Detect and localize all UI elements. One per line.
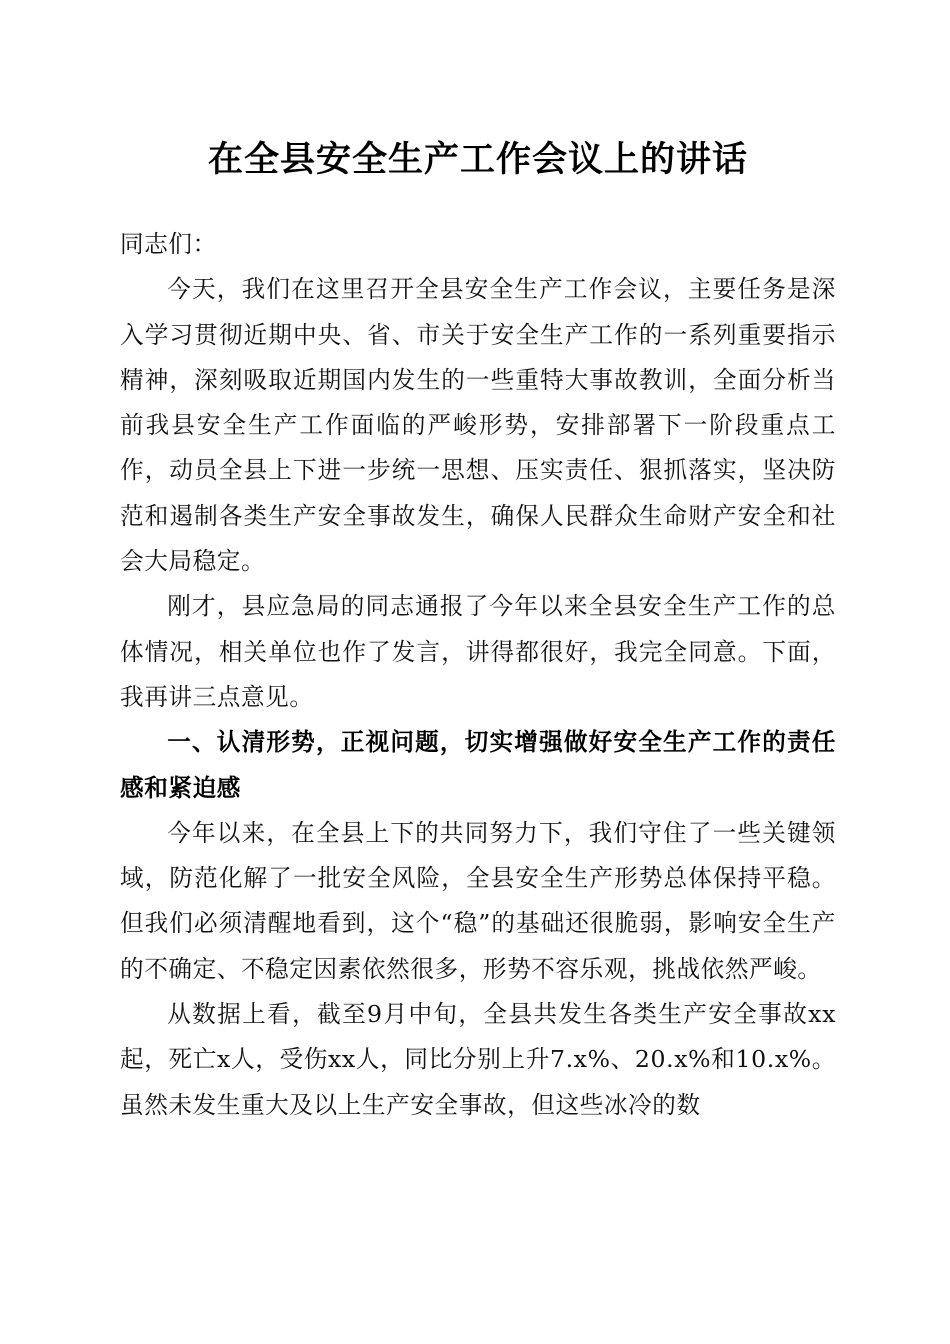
salutation: 同志们： bbox=[120, 230, 217, 258]
section-heading-1: 一、认清形势，正视问题，切实增强做好安全生产工作的责任感和紧迫感 bbox=[120, 728, 836, 802]
paragraph-situation: 今年以来，在全县上下的共同努力下，我们守住了一些关键领域，防范化解了一批安全风险，全县安全生产形势总体保持平稳。但我们必须清醒地看到，这个“稳”的基础还很脆弱，影响安全生产的不确定、不稳定因素依然很多，形势不容乐观，挑战依然严峻。 bbox=[120, 818, 836, 983]
document-body bbox=[120, 132, 836, 1128]
paragraph-statistics: 从数据上看，截至9月中旬，全县共发生各类生产安全事故xx起，死亡x人，受伤xx人，同比分别上升7.x%、20.x%和10.x%。虽然未发生重大及以上生产安全事故，但这些冰冷的数 bbox=[120, 1000, 836, 1119]
paragraph-remarks-intro: 刚才，县应急局的同志通报了今年以来全县安全生产工作的总体情况，相关单位也作了发言，讲得都很好，我完全同意。下面，我再讲三点意见。 bbox=[120, 592, 836, 711]
document-title: 在全县安全生产工作会议上的讲话 bbox=[207, 139, 748, 180]
paragraph-opening: 今天，我们在这里召开全县安全生产工作会议，主要任务是深入学习贯彻近期中央、省、市关于安全生产工作的一系列重要指示精神，深刻吸取近期国内发生的一些重特大事故教训，全面分析当前我县安全生产工作面临的严峻形势，安排部署下一阶段重点工作，动员全县上下进一步统一思想、压实责任、狠抓落实，坚决防范和遏制各类生产安全事故发生，确保人民群众生命财产安全和社会大局稳定。 bbox=[120, 275, 836, 576]
